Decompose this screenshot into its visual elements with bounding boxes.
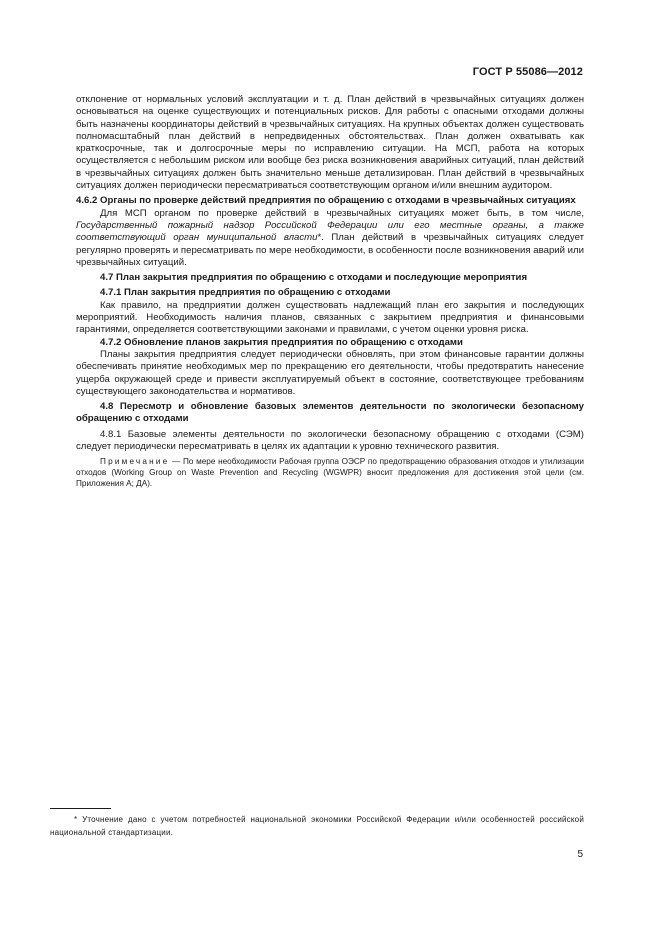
heading-4-7-1: 4.7.1 План закрытия предприятия по обращению с отходами bbox=[100, 287, 391, 299]
note bbox=[76, 456, 584, 489]
paragraph-emergency-plan: отклонение от нормальных условий эксплуатации и т. д. План действий в чрезвычайных ситуациях должен основываться на оценке существующих и потенциальных рисков. Для работы с опасными отходами должны быть назначены координаторы действий в чрезвычайных ситуациях. На крупных объектах должен существовать полномасштабный план действий в непредвиденных обстоятельствах. План должен охватывать как краткосрочные, так и долгосрочные меры по исправлению ситуации. На МСП, работа на которых осуществляется с небольшим риском или вообще без риска возникновения аварийных ситуаций, план действий в чрезвычайных ситуациях должен быть значительно меньше детализирован. План действий в чрезвычайных ситуациях должен периодически пересматриваться соответствующим органом и/или внешним аудитором. bbox=[76, 94, 584, 192]
footnote bbox=[50, 814, 584, 839]
heading-4-6-2 bbox=[76, 195, 584, 207]
heading-4-7: 4.7 План закрытия предприятия по обращению с отходами и последующие мероприятия bbox=[100, 272, 528, 284]
document-header: ГОСТ Р 55086—2012 bbox=[472, 66, 583, 78]
paragraph-4-7-1: Как правило, на предприятии должен существовать надлежащий план его закрытия и последующих мероприятий. Необходимость наличия планов, связанных с закрытием предприятия и финансовыми гарантиями, определяется соответствующими законами и правилами, с учетом оценки уровня риска. bbox=[76, 299, 584, 336]
heading-4-7-2: 4.7.2 Обновление планов закрытия предприятия по обращению с отходами bbox=[100, 336, 463, 348]
paragraph-4-6-2 bbox=[76, 208, 584, 269]
paragraph-4-6-2-start: Для МСП органом по проверке действий в чрезвычайных ситуациях может быть, в том числе, bbox=[100, 207, 584, 219]
paragraph-4-8-1: 4.8.1 Базовые элементы деятельности по экологически безопасному обращению с отходами (СЭМ) следует периодически пересматривать в целях их адаптации к уровню технического развития. bbox=[76, 428, 584, 453]
heading-4-6-2-text: 4.6.2 Органы по проверке действий предприятия по обращению с отходами в чрезвычайных ситуациях bbox=[76, 195, 576, 207]
footnote-text: * Уточнение дано с учетом потребностей национальной экономики Российской Федерации и/или особенностей российской национальной стандартизации. bbox=[50, 815, 584, 837]
paragraph-4-6-2-end: *. План действий в чрезвычайных ситуациях следует регулярно проверять и пересматривать по мере необходимости, в особенности после возникновения аварий или чрезвычайных ситуаций. bbox=[76, 232, 584, 268]
paragraph-4-7-2: Планы закрытия предприятия следует периодически обновлять, при этом финансовые гарантии должны обеспечивать принятие необходимых мер по прекращению его деятельности, чтобы предотвратить нанесение ущерба окружающей среде и привести эксплуатируемый объект в состояние, соответствующее требованиям существующего законодательства и нормативов. bbox=[76, 348, 584, 397]
paragraph-4-6-2-italic: Государственный пожарный надзор Российской Федерации или его местные органы, а также соответствующий орган муниципальной власти bbox=[76, 219, 584, 244]
footnote-divider bbox=[50, 808, 111, 809]
note-label: Примечание bbox=[100, 457, 170, 467]
heading-4-8: 4.8 Пересмотр и обновление базовых элементов деятельности по экологически безопасному обращению с отходами bbox=[76, 401, 584, 425]
page-number: 5 bbox=[577, 849, 583, 860]
page-body bbox=[76, 94, 584, 489]
note-text: — По мере необходимости Рабочая группа ОЭСР по предотвращению образования отходов и утилизации отходов (Working Group on Waste Prevention and Recycling (WGWPR) вносит предложения для достижения этой цели (см. Приложения А; ДА). bbox=[76, 457, 584, 489]
